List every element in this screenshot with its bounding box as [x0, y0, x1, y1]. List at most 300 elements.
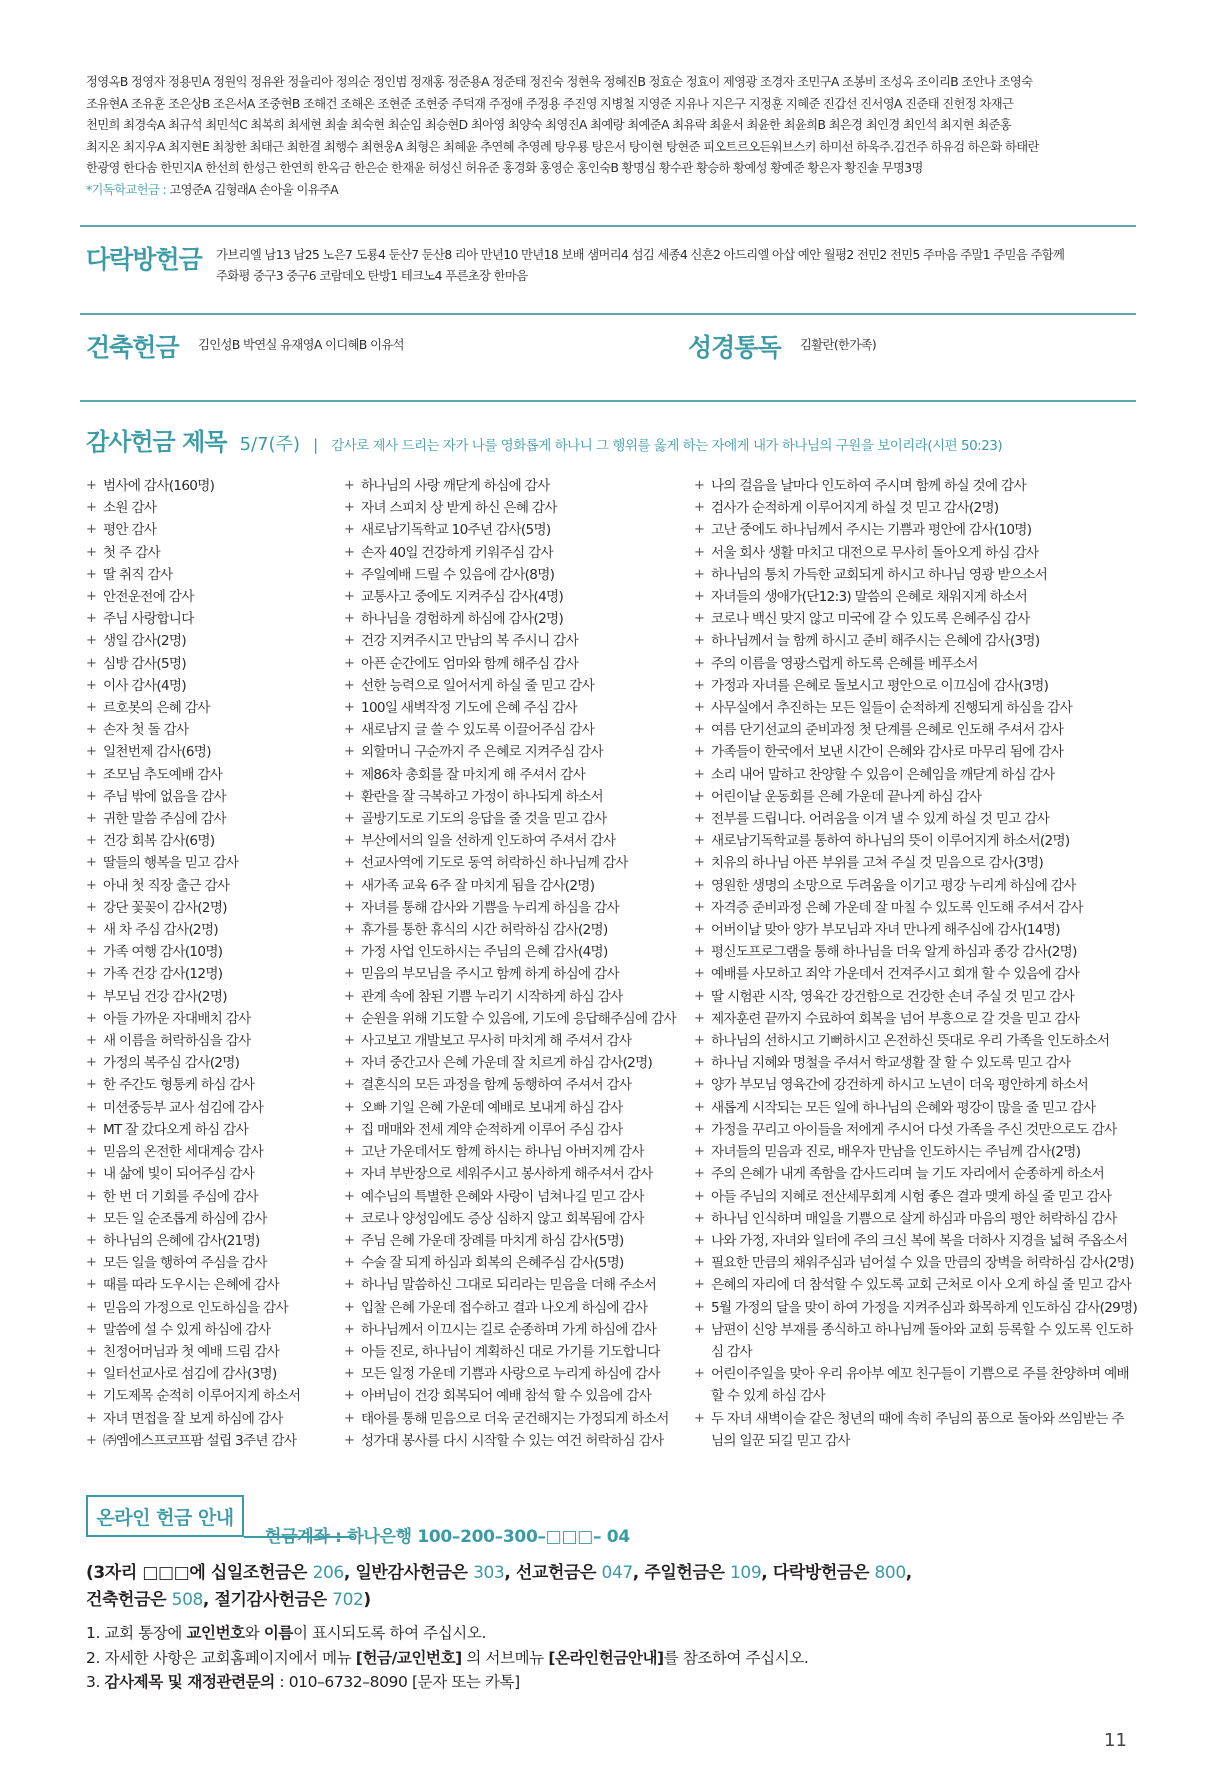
thanks-column-3	[694, 475, 1136, 1452]
thanks-item	[86, 1208, 326, 1230]
thanks-item	[694, 764, 1136, 786]
names-line: 최지온 최지우A 최지현E 최창한 최태근 최한결 최행수 최현웅A 최형은 최혜윤 추연혜 추영례 탕우룡 탕은서 탕이현 탕현준 피오트르오든워브스키 하미선 하욱주.김건주 하유검 하은화 하태란	[86, 139, 1039, 154]
thanks-item-text: 관계 속에 참된 기쁨 누리기 시작하게 하심 감사	[361, 988, 623, 1005]
thanks-item-text: 하나님의 사랑 깨닫게 하심에 감사	[361, 478, 550, 494]
thanks-item	[344, 497, 684, 519]
thanks-item	[694, 1008, 1136, 1030]
thanks-item	[344, 986, 684, 1008]
plus-icon: +	[694, 744, 705, 760]
plus-icon: +	[86, 1144, 97, 1160]
note-text: 의 서브메뉴	[461, 1648, 549, 1667]
plus-icon: +	[344, 478, 355, 493]
plus-icon: +	[344, 1144, 355, 1160]
thanks-item	[694, 741, 1136, 763]
thanks-item	[344, 675, 684, 697]
thanks-item-text: MT 잘 갔다오게 하심 감사	[103, 1121, 248, 1138]
thanks-item-text: 하나님의 통치 가득한 교회되게 하시고 하나님 영광 받으소서	[711, 566, 1048, 583]
thanks-item-text: 손자 첫 돌 감사	[103, 722, 189, 739]
thanks-item-text: 코로나 백신 맞지 않고 미국에 갈 수 있도록 은혜주심 감사	[711, 611, 1030, 628]
thanks-item-text: 심방 감사(5명)	[103, 655, 186, 672]
thanks-item	[344, 764, 684, 786]
thanks-item-text: 양가 부모님 영육간에 강건하게 하시고 노년이 더욱 평안하게 하소서	[711, 1077, 1089, 1094]
bible-reading-title: 성경통독	[688, 333, 781, 362]
thanks-item	[344, 519, 684, 541]
note-text: 1. 교회 통장에	[86, 1624, 187, 1642]
thanks-item	[344, 1119, 684, 1141]
thanks-item-text: 사무실에서 추진하는 모든 일들이 순적하게 진행되게 하심을 감사	[711, 700, 1072, 717]
plus-icon: +	[86, 566, 97, 582]
plus-icon: +	[86, 966, 97, 982]
plus-icon: +	[694, 1055, 705, 1071]
thanks-item-text: 전부를 드립니다. 어려움을 이겨 낼 수 있게 하실 것 믿고 감사	[711, 811, 1050, 828]
plus-icon: +	[694, 1010, 705, 1026]
thanks-item	[86, 741, 326, 763]
thanks-item-text: 하나님의 선하시고 기뻐하시고 온전하신 뜻대로 우리 가족을 인도하소서	[711, 1033, 1110, 1050]
plus-icon: +	[344, 744, 355, 760]
plus-icon: +	[694, 611, 705, 627]
plus-icon: +	[344, 1299, 355, 1315]
thanks-item	[86, 986, 326, 1008]
thanks-item	[344, 1430, 684, 1452]
plus-icon: +	[694, 1166, 705, 1182]
thanks-item-text: 교통사고 중에도 지켜주심 감사(4명)	[361, 589, 564, 606]
thanks-item	[694, 808, 1136, 830]
plus-icon: +	[344, 1055, 355, 1071]
thanks-item	[344, 1408, 684, 1430]
thanks-item	[344, 630, 684, 652]
thanks-item-text: 딸 취직 감사	[103, 566, 173, 583]
plus-icon: +	[694, 1255, 705, 1271]
darakbang-line: 주화평 중구3 중구6 코람데오 탄방1 테크노4 푸른초장 한마음	[216, 269, 528, 283]
thanks-item	[86, 564, 326, 586]
thanks-item	[86, 786, 326, 808]
thanks-item-text: 하나님께서 이끄시는 길로 순종하며 가게 하심에 감사	[361, 1321, 657, 1338]
thanks-item-text: 자녀 부반장으로 세워주시고 봉사하게 해주셔서 감사	[361, 1166, 653, 1183]
thanks-item	[344, 1385, 684, 1407]
thanks-item-text: 순원을 위해 기도할 수 있음에, 기도에 응답해주심에 감사	[361, 1010, 676, 1027]
thanks-item	[344, 564, 684, 586]
thanks-item-text: 환란을 잘 극복하고 가정이 하나되게 하소서	[361, 788, 603, 805]
thanks-item-text: 제자훈련 끝까지 수료하여 회복을 넘어 부흥으로 갈 것을 믿고 감사	[711, 1010, 1080, 1027]
thanks-item-text: 아픈 순간에도 엄마와 함께 해주심 감사	[361, 655, 579, 672]
plus-icon: +	[344, 966, 355, 982]
thanks-item	[344, 1319, 684, 1341]
thanks-item-text: 아들 진로, 하나님이 계획하신 대로 가기를 기도합니다	[361, 1343, 660, 1360]
plus-icon: +	[694, 922, 705, 938]
codes-text: ,	[905, 1563, 912, 1583]
thanks-item-text: 하나님 말씀하신 그대로 되리라는 믿음을 더해 주소서	[361, 1277, 657, 1294]
page-number: 11	[1104, 1730, 1127, 1751]
thanks-item	[344, 1052, 684, 1074]
plus-icon: +	[694, 655, 705, 671]
note-2	[86, 1646, 1136, 1671]
thanks-item	[86, 608, 326, 630]
thanks-item-text: 아버님이 건강 회복되어 예배 참석 할 수 있음에 감사	[361, 1388, 652, 1405]
thanks-item-text: 소원 감사	[103, 500, 157, 517]
plus-icon: +	[86, 478, 97, 493]
thanks-item-text: 고난 가운데서도 함께 하시는 하나님 아버지께 감사	[361, 1144, 644, 1161]
thanks-item	[86, 519, 326, 541]
thanks-item	[694, 1230, 1136, 1252]
plus-icon: +	[86, 677, 97, 693]
thanks-item	[694, 1252, 1136, 1274]
plus-icon: +	[694, 1299, 705, 1315]
thanks-item-text: 태아를 통해 믿음으로 더욱 굳건해지는 가정되게 하소서	[361, 1410, 669, 1427]
plus-icon: +	[344, 1343, 355, 1359]
thanks-item-text: 딸들의 행복을 믿고 감사	[103, 855, 239, 872]
thanks-item-text: 한 번 더 기회를 주심에 감사	[103, 1188, 258, 1205]
plus-icon: +	[694, 722, 705, 738]
thanks-item-text: 두 자녀 새벽이슬 같은 청년의 때에 속히 주님의 품으로 돌아와 쓰임받는 주님의 일꾼 되길 믿고 감사	[711, 1410, 1124, 1449]
divider	[80, 225, 1136, 227]
thanks-item	[344, 852, 684, 874]
plus-icon: +	[694, 1099, 705, 1115]
thanks-item-text: 검사가 순적하게 이루어지게 하실 것 믿고 감사(2명)	[711, 500, 999, 517]
thanks-item	[86, 1008, 326, 1030]
plus-icon: +	[344, 899, 355, 915]
thanks-item-text: 영원한 생명의 소망으로 두려움을 이기고 평강 누리게 하심에 감사	[711, 877, 1076, 894]
thanks-item	[86, 764, 326, 786]
plus-icon: +	[344, 1099, 355, 1115]
plus-icon: +	[86, 899, 97, 915]
thanks-item	[86, 542, 326, 564]
plus-icon: +	[86, 1277, 97, 1293]
names-line: 천민희 최경숙A 최규석 최민석C 최복희 최세현 최솔 최숙현 최순임 최승현D 최아영 최양숙 최영진A 최예랑 최예준A 최유락 최윤서 최윤한 최윤희B 최은경 최인경 최인석 최지현 최준홍	[86, 118, 1012, 133]
thanks-separator: |	[313, 436, 319, 454]
thanks-item	[86, 1385, 326, 1407]
plus-icon: +	[86, 655, 97, 671]
thanks-item-text: 새로남지 글 쓸 수 있도록 이끌어주심 감사	[361, 722, 595, 739]
plus-icon: +	[694, 1077, 705, 1093]
thanks-item-text: 은혜의 자리에 더 참석할 수 있도록 교회 근처로 이사 오게 하실 줄 믿고 감사	[711, 1277, 1132, 1294]
thanks-item-text: 고난 중에도 하나님께서 주시는 기쁨과 평안에 감사(10명)	[711, 522, 1032, 539]
thanks-item	[86, 1030, 326, 1052]
thanks-item-text: 하나님의 은혜에 감사(21명)	[103, 1232, 260, 1249]
thanks-item	[344, 1030, 684, 1052]
thanks-item-text: 일터선교사로 섬김에 감사(3명)	[103, 1366, 277, 1383]
thanks-item	[344, 719, 684, 741]
thanks-item	[86, 675, 326, 697]
plus-icon: +	[86, 988, 97, 1004]
plus-icon: +	[694, 788, 705, 804]
thanks-item	[86, 1074, 326, 1096]
thanks-item	[86, 1252, 326, 1274]
plus-icon: +	[86, 1410, 97, 1426]
thanks-item-text: 르호봇의 은혜 감사	[103, 700, 210, 717]
names-line: 한광영 한다솜 한민지A 한선희 한성근 한연희 한옥금 한은순 한재윤 허성신 허유준 홍경화 홍영순 홍인숙B 황명심 황수관 황승하 황예성 황예준 황은자 황진솔 무명3명	[86, 161, 923, 176]
divider	[80, 400, 1136, 402]
plus-icon: +	[344, 1010, 355, 1026]
thanks-item-text: 말씀에 설 수 있게 하심에 감사	[103, 1321, 271, 1338]
thanks-item	[86, 1319, 326, 1341]
thanks-item-text: 하나님 지혜와 명철을 주셔서 학교생활 잘 할 수 있도록 믿고 감사	[711, 1055, 1071, 1072]
thanks-item-text: 5월 가정의 달을 맞이 하여 가정을 지켜주심과 화목하게 인도하심 감사(29명)	[711, 1299, 1138, 1316]
plus-icon: +	[344, 1166, 355, 1182]
note-1	[86, 1621, 1136, 1646]
thanks-item	[694, 919, 1136, 941]
thanks-item	[86, 1141, 326, 1163]
thanks-item-text: 집 매매와 전세 계약 순적하게 이루어 주심 감사	[361, 1121, 623, 1138]
thanks-item	[86, 475, 326, 497]
plus-icon: +	[86, 1366, 97, 1382]
codes-text: (3자리 □□□에 십일조헌금은	[86, 1563, 308, 1583]
thanks-item	[344, 1097, 684, 1119]
school-offering-names: 고영준A 김형래A 손아울 이유주A	[169, 182, 339, 197]
thanks-item	[344, 919, 684, 941]
note-bold: 이름	[263, 1624, 293, 1642]
thanks-item	[694, 564, 1136, 586]
thanks-item-text: 나와 가정, 자녀와 일터에 주의 크신 복에 복을 더하사 지경을 넓혀 주옵소서	[711, 1232, 1128, 1249]
code-general: 303	[473, 1563, 505, 1583]
note-text: 이 표시되도록 하여 주십시오.	[293, 1624, 486, 1642]
thanks-item	[86, 963, 326, 985]
thanks-item-text: 나의 걸음을 날마다 인도하여 주시며 함께 하실 것에 감사	[711, 478, 1026, 494]
plus-icon: +	[694, 877, 705, 893]
note-3	[86, 1670, 1136, 1695]
thanks-item	[694, 1074, 1136, 1096]
thanks-item-text: 수술 잘 되게 하심과 회복의 은혜주심 감사(5명)	[361, 1255, 624, 1272]
plus-icon: +	[694, 966, 705, 982]
thanks-item	[86, 808, 326, 830]
thanks-item-text: 골방기도로 기도의 응답을 줄 것을 믿고 감사	[361, 811, 607, 828]
thanks-item	[344, 608, 684, 630]
thanks-item	[694, 697, 1136, 719]
plus-icon: +	[344, 1121, 355, 1137]
thanks-item-text: 때를 따라 도우시는 은혜에 감사	[103, 1277, 280, 1294]
darakbang-title: 다락방헌금	[86, 245, 202, 274]
plus-icon: +	[344, 811, 355, 827]
thanks-item-text: 자녀 중간고사 은혜 가운데 잘 치르게 하심 감사(2명)	[361, 1055, 653, 1072]
thanks-item-text: 코로나 양성임에도 증상 심하지 않고 회복됨에 감사	[361, 1210, 644, 1227]
thanks-item-text: 이사 감사(4명)	[103, 677, 186, 694]
plus-icon: +	[86, 1166, 97, 1182]
thanks-item	[694, 1408, 1136, 1452]
plus-icon: +	[344, 1210, 355, 1226]
thanks-item	[86, 586, 326, 608]
thanks-item	[694, 1319, 1136, 1363]
thanks-item-text: 자녀 면접을 잘 보게 하심에 감사	[103, 1410, 283, 1427]
thanks-item-text: 평신도프로그램을 통해 하나님을 더욱 알게 하심과 종강 감사(2명)	[711, 944, 1077, 961]
thanks-item-text: 가족 건강 감사(12명)	[103, 966, 223, 983]
plus-icon: +	[694, 566, 705, 582]
thanks-item	[86, 1408, 326, 1430]
plus-icon: +	[344, 700, 355, 716]
codes-text: 건축헌금은	[86, 1590, 167, 1610]
plus-icon: +	[344, 522, 355, 538]
divider	[80, 313, 1136, 315]
plus-icon: +	[694, 478, 705, 493]
plus-icon: +	[694, 700, 705, 716]
thanks-item	[344, 1163, 684, 1185]
thanks-item-text: 어버이날 맞아 양가 부모님과 자녀 만나게 해주심에 감사(14명)	[711, 922, 1060, 939]
thanks-item	[344, 1297, 684, 1319]
thanks-item	[344, 697, 684, 719]
thanks-item	[86, 1186, 326, 1208]
plus-icon: +	[86, 1299, 97, 1315]
thanks-column-2	[344, 475, 684, 1452]
thanks-item-text: 사고보고 개발보고 무사히 마치게 해 주셔서 감사	[361, 1033, 632, 1050]
plus-icon: +	[694, 944, 705, 960]
online-offering-title: 온라인 헌금 안내	[86, 1495, 244, 1537]
thanks-item-text: 어린이주일을 맞아 우리 유아부 예꼬 친구들이 기쁨으로 주를 찬양하며 예배할 수 있게 하심 감사	[711, 1366, 1129, 1405]
thanks-item-text: 남편이 신앙 부재를 종식하고 하나님께 돌아와 교회 등록할 수 있도록 인도하심 감사	[711, 1321, 1133, 1360]
plus-icon: +	[694, 589, 705, 605]
plus-icon: +	[694, 1321, 705, 1337]
thanks-item	[344, 1363, 684, 1385]
plus-icon: +	[344, 1277, 355, 1293]
thanks-item-text: 자녀를 통해 감사와 기쁨을 누리게 하심을 감사	[361, 899, 619, 916]
note-bold: [헌금/교인번호]	[355, 1648, 462, 1667]
thanks-item	[694, 475, 1136, 497]
thanks-item-text: 새로남기독학교 10주년 감사(5명)	[361, 522, 551, 539]
offering-codes	[86, 1560, 1136, 1614]
note-text: : 010–6732–8090 [문자 또는 카톡]	[274, 1673, 520, 1691]
thanks-item-text: 아들 주님의 지혜로 전산세무회계 시험 좋은 결과 맺게 하실 줄 믿고 감사	[711, 1188, 1112, 1205]
thanks-item-text: 내 삶에 빛이 되어주심 감사	[103, 1166, 255, 1183]
offering-names-list	[86, 72, 1136, 202]
plus-icon: +	[86, 1099, 97, 1115]
plus-icon: +	[344, 988, 355, 1004]
school-offering-line	[86, 180, 1136, 202]
thanks-item	[86, 1052, 326, 1074]
plus-icon: +	[344, 611, 355, 627]
thanks-item	[86, 653, 326, 675]
note-text: 3.	[86, 1673, 105, 1691]
thanks-item	[86, 630, 326, 652]
thanks-item-text: 주님 은혜 가운데 장례를 마치게 하심 감사(5명)	[361, 1232, 624, 1249]
thanks-item-text: 주님 사랑합니다	[103, 611, 194, 628]
thanks-item	[694, 1163, 1136, 1185]
thanks-item	[694, 963, 1136, 985]
plus-icon: +	[344, 1432, 355, 1448]
thanks-item-text: 자격증 준비과정 은혜 가운데 잘 마칠 수 있도록 인도해 주셔서 감사	[711, 899, 1083, 916]
bible-reading-names	[800, 335, 876, 356]
thanks-item-text: 범사에 감사(160명)	[103, 478, 215, 494]
thanks-item-text: 아들 가까운 자대배치 감사	[103, 1010, 251, 1027]
thanks-item-text: 결혼식의 모든 과정을 함께 동행하여 주셔서 감사	[361, 1077, 632, 1094]
plus-icon: +	[86, 788, 97, 804]
thanks-item-text: 가족 여행 감사(10명)	[103, 944, 223, 961]
plus-icon: +	[86, 1188, 97, 1204]
thanks-item-text: 예수님의 특별한 은혜와 사랑이 넘쳐나길 믿고 감사	[361, 1188, 644, 1205]
building-title: 건축헌금	[86, 333, 179, 362]
thanks-item-text: 제86차 총회를 잘 마치게 해 주셔서 감사	[361, 766, 586, 783]
thanks-item	[694, 1119, 1136, 1141]
thanks-item-text: 친정어머님과 첫 예배 드림 감사	[103, 1343, 280, 1360]
thanks-item-text: 100일 새벽작정 기도에 은혜 주심 감사	[361, 700, 577, 717]
plus-icon: +	[344, 1033, 355, 1049]
plus-icon: +	[694, 811, 705, 827]
thanks-item	[86, 697, 326, 719]
plus-icon: +	[344, 1077, 355, 1093]
thanks-item-text: 가정의 복주심 감사(2명)	[103, 1055, 240, 1072]
thanks-item	[86, 1274, 326, 1296]
thanks-date: 5/7(주)	[239, 434, 300, 455]
thanks-item	[86, 852, 326, 874]
code-season: 702	[332, 1590, 364, 1610]
thanks-item	[694, 719, 1136, 741]
plus-icon: +	[344, 722, 355, 738]
plus-icon: +	[86, 1055, 97, 1071]
darakbang-line: 가브리엘 남13 남25 노은7 도룡4 둔산7 둔산8 리아 만년10 만년18 보배 샘머리4 섬김 세종4 신흔2 아드리엘 아삽 예안 월평2 전민2 전민5 주마음 주말1 주믿음 주함께	[216, 248, 1065, 262]
thanks-item-text: 첫 주 감사	[103, 544, 160, 561]
thanks-item	[86, 1297, 326, 1319]
plus-icon: +	[86, 1321, 97, 1337]
thanks-item-text: 부모님 건강 감사(2명)	[103, 988, 227, 1005]
thanks-item-text: 가정과 자녀를 은혜로 돌보시고 평안으로 이끄심에 감사(3명)	[711, 677, 1049, 694]
thanks-item-text: 주님 밖에 없음을 감사	[103, 788, 226, 805]
thanks-item	[86, 1341, 326, 1363]
thanks-item-text: 주의 은혜가 내게 족함을 감사드리며 늘 기도 자리에서 순종하게 하소서	[711, 1166, 1105, 1183]
thanks-header	[86, 422, 1002, 457]
plus-icon: +	[86, 744, 97, 760]
thanks-item	[694, 1186, 1136, 1208]
code-building: 508	[171, 1590, 203, 1610]
thanks-item	[694, 1363, 1136, 1407]
school-offering-label: *기독학교헌금 :	[86, 182, 167, 197]
thanks-item	[694, 941, 1136, 963]
plus-icon: +	[86, 811, 97, 827]
plus-icon: +	[344, 922, 355, 938]
plus-icon: +	[344, 855, 355, 871]
codes-text: , 주일헌금은	[632, 1563, 725, 1583]
plus-icon: +	[344, 655, 355, 671]
plus-icon: +	[694, 766, 705, 782]
thanks-item	[694, 1141, 1136, 1163]
thanks-item-text: 가정 사업 인도하시는 주님의 은혜 감사(4명)	[361, 944, 608, 961]
note-bold: 감사제목 및 재정관련문의	[104, 1673, 275, 1691]
plus-icon: +	[344, 1366, 355, 1382]
codes-text: , 절기감사헌금은	[202, 1590, 327, 1610]
thanks-item	[86, 1119, 326, 1141]
plus-icon: +	[86, 1077, 97, 1093]
thanks-item	[344, 1186, 684, 1208]
plus-icon: +	[344, 766, 355, 782]
plus-icon: +	[694, 544, 705, 560]
plus-icon: +	[86, 700, 97, 716]
thanks-item	[344, 1008, 684, 1030]
code-darakbang: 800	[874, 1563, 906, 1583]
thanks-item-text: 모든 일을 행하여 주심을 감사	[103, 1255, 267, 1272]
thanks-item	[694, 630, 1136, 652]
codes-text: , 선교헌금은	[504, 1563, 597, 1583]
thanks-item-text: 자녀들의 믿음과 진로, 배우자 만남을 인도하시는 주님께 감사(2명)	[711, 1144, 1081, 1161]
thanks-item	[694, 786, 1136, 808]
darakbang-names	[216, 245, 1136, 287]
thanks-item	[694, 586, 1136, 608]
thanks-item	[86, 941, 326, 963]
plus-icon: +	[86, 1121, 97, 1137]
plus-icon: +	[344, 566, 355, 582]
plus-icon: +	[344, 1232, 355, 1248]
plus-icon: +	[344, 1388, 355, 1404]
thanks-item-text: 하나님 인식하며 매일을 기쁨으로 살게 하심과 마음의 평안 허락하심 감사	[711, 1210, 1117, 1227]
plus-icon: +	[86, 544, 97, 560]
thanks-item-text: 입찰 은혜 가운데 접수하고 결과 나오게 하심에 감사	[361, 1299, 648, 1316]
thanks-item-text: 오빠 기일 은혜 가운데 예배로 보내게 하심 감사	[361, 1099, 623, 1116]
thanks-item-text: 주의 이름을 영광스럽게 하도록 은혜를 베푸소서	[711, 655, 978, 672]
thanks-item	[694, 1030, 1136, 1052]
note-bold: [온라인헌금안내]	[548, 1648, 664, 1667]
plus-icon: +	[86, 833, 97, 849]
thanks-item-text: 건강 지켜주시고 만남의 복 주시니 감사	[361, 633, 579, 650]
thanks-item	[344, 1074, 684, 1096]
thanks-item	[86, 1163, 326, 1185]
plus-icon: +	[86, 877, 97, 893]
plus-icon: +	[86, 922, 97, 938]
thanks-item	[86, 830, 326, 852]
building-names	[198, 335, 404, 356]
